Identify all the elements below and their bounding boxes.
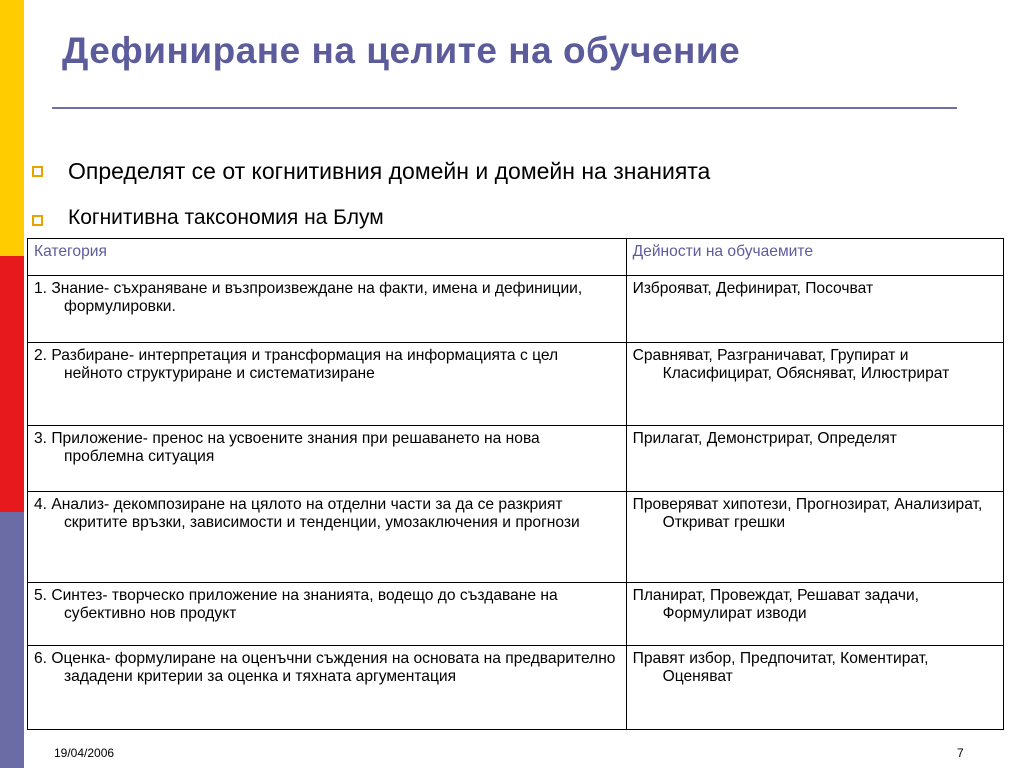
activities-cell: Правят избор, Предпочитат, Коментират, Оценяват (626, 646, 1003, 730)
page-number: 7 (957, 746, 964, 760)
table-header-row (28, 239, 1004, 276)
category-cell: 6. Оценка- формулиране на оценъчни съждения на основата на предварително зададени критерии за оценка и тяхната аргументация (28, 646, 627, 730)
accent-bar-red (0, 256, 24, 512)
bullet-text: Когнитивна таксономия на Блум (68, 206, 384, 229)
bloom-taxonomy-table (27, 238, 1004, 730)
category-cell: 1. Знание- съхраняване и възпроизвеждане на факти, имена и дефиниции, формулировки. (28, 276, 627, 343)
header-activities: Дейности на обучаемите (626, 239, 1003, 276)
accent-bar-yellow (0, 0, 24, 256)
hollow-square-bullet-icon (32, 166, 43, 177)
activities-cell: Изброяват, Дефинират, Посочват (626, 276, 1003, 343)
hollow-square-bullet-icon (32, 215, 43, 226)
category-cell: 5. Синтез- творческо приложение на знанията, водещо до създаване на субективно нов продукт (28, 583, 627, 646)
category-cell: 2. Разбиране- интерпретация и трансформация на информацията с цел нейното структуриране и систематизиране (28, 343, 627, 426)
activities-cell: Планират, Провеждат, Решават задачи, Формулират изводи (626, 583, 1003, 646)
table-row (28, 426, 1004, 492)
table-row (28, 276, 1004, 343)
table-row (28, 343, 1004, 426)
table-row (28, 492, 1004, 583)
activities-cell: Проверяват хипотези, Прогнозират, Анализират, Откриват грешки (626, 492, 1003, 583)
activities-cell: Прилагат, Демонстрират, Определят (626, 426, 1003, 492)
activities-cell: Сравняват, Разграничават, Групират и Класифицират, Обясняват, Илюстрират (626, 343, 1003, 426)
table-row (28, 646, 1004, 730)
table-row (28, 583, 1004, 646)
accent-bar-blue (0, 512, 24, 768)
category-cell: 3. Приложение- пренос на усвоените знания при решаването на нова проблемна ситуация (28, 426, 627, 492)
bullet-text: Определят се от когнитивния домейн и домейн на знанията (68, 158, 711, 184)
header-category: Категория (28, 239, 627, 276)
title-divider (52, 107, 957, 109)
slide-title: Дефиниране на целите на обучение (62, 30, 741, 71)
footer-date: 19/04/2006 (54, 746, 115, 760)
category-cell: 4. Анализ- декомпозиране на цялото на отделни части за да се разкрият скритите връзки, зависимости и тенденции, умозаключения и прогнози (28, 492, 627, 583)
